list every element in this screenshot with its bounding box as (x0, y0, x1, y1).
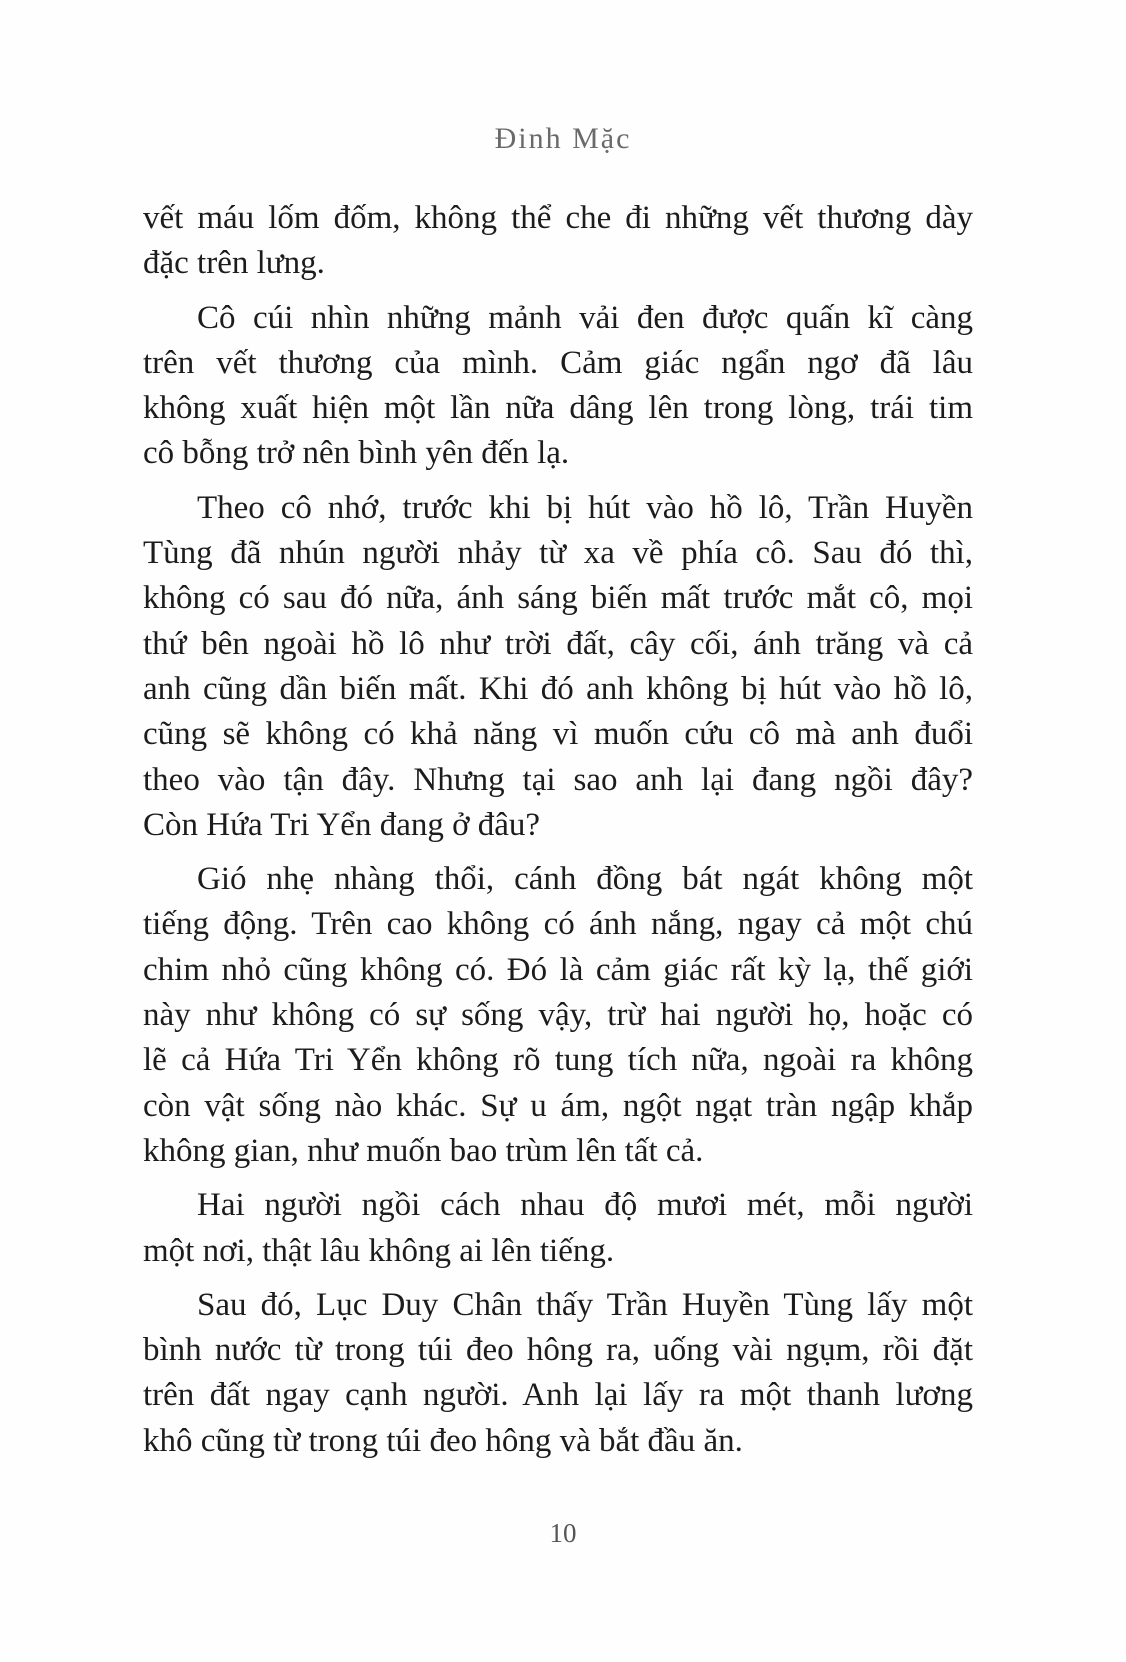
text-line: này như không có sự sống vậy, trừ hai người họ, hoặc có (143, 997, 973, 1034)
text-line: không có sau đó nữa, ánh sáng biến mất trước mắt cô, mọi (143, 580, 973, 617)
text-line: một nơi, thật lâu không ai lên tiếng. (143, 1232, 615, 1269)
text-line: Tùng đã nhún người nhảy từ xa về phía cô. Sau đó thì, (143, 535, 973, 572)
text-line: không gian, như muốn bao trùm lên tất cả. (143, 1132, 704, 1169)
paragraph (143, 196, 973, 287)
text-line: bình nước từ trong túi đeo hông ra, uống vài ngụm, rồi đặt (143, 1332, 973, 1369)
body-text (143, 196, 973, 1464)
paragraph (143, 1283, 973, 1464)
text-line: đặc trên lưng. (143, 245, 325, 282)
text-line: tiếng động. Trên cao không có ánh nắng, ngay cả một chú (143, 906, 973, 943)
page-number: 10 (549, 1518, 577, 1548)
paragraph (143, 857, 973, 1174)
text-line: trên đất ngay cạnh người. Anh lại lấy ra một thanh lương (143, 1377, 973, 1414)
text-line: không xuất hiện một lần nữa dâng lên trong lòng, trái tim (143, 390, 973, 427)
text-line: lẽ cả Hứa Tri Yển không rõ tung tích nữa, ngoài ra không (143, 1042, 973, 1079)
paragraph (143, 296, 973, 477)
text-line: trên vết thương của mình. Cảm giác ngẩn ngơ đã lâu (143, 344, 973, 381)
text-line: Gió nhẹ nhàng thổi, cánh đồng bát ngát không một (197, 861, 973, 898)
text-line: theo vào tận đây. Nhưng tại sao anh lại đang ngồi đây? (143, 761, 973, 798)
paragraph (143, 1183, 973, 1274)
text-line: vết máu lốm đốm, không thể che đi những vết thương dày (143, 200, 973, 236)
text-line: Hai người ngồi cách nhau độ mươi mét, mỗi người (197, 1187, 973, 1224)
text-line: Còn Hứa Tri Yển đang ở đâu? (143, 806, 541, 843)
text-line: cô bỗng trở nên bình yên đến lạ. (143, 435, 570, 472)
text-line: cũng sẽ không có khả năng vì muốn cứu cô mà anh đuổi (143, 716, 973, 753)
text-line: chim nhỏ cũng không có. Đó là cảm giác rất kỳ lạ, thế giới (143, 951, 973, 988)
text-line: Theo cô nhớ, trước khi bị hút vào hồ lô, Trần Huyền (197, 489, 973, 526)
text-line: còn vật sống nào khác. Sự u ám, ngột ngạt tràn ngập khắp (143, 1087, 973, 1124)
running-header-author: Đinh Mặc (494, 122, 632, 155)
paragraph (143, 486, 973, 848)
text-line: Sau đó, Lục Duy Chân thấy Trần Huyền Tùng lấy một (197, 1286, 973, 1323)
text-line: Cô cúi nhìn những mảnh vải đen được quấn kĩ càng (197, 299, 973, 336)
text-line: khô cũng từ trong túi đeo hông và bắt đầu ăn. (143, 1422, 743, 1459)
text-line: thứ bên ngoài hồ lô như trời đất, cây cối, ánh trăng và cả (143, 625, 973, 662)
text-line: anh cũng dần biến mất. Khi đó anh không bị hút vào hồ lô, (143, 670, 973, 707)
